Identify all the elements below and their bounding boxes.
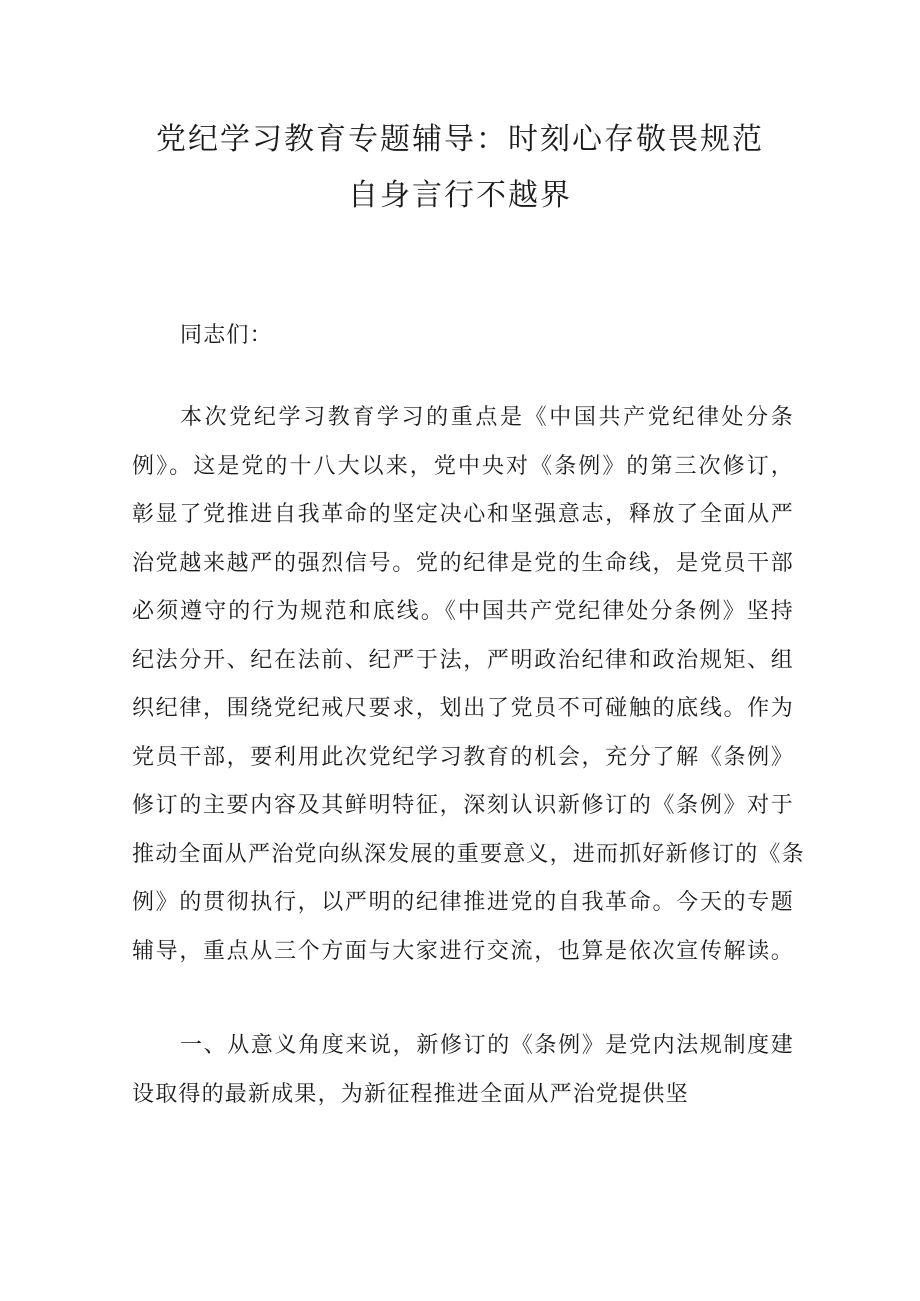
document-title [100,112,820,224]
paragraph-line: 修订的主要内容及其鲜明特征，深刻认识新修订的《条例》对于 [132,793,794,818]
paragraph-line: 辅导，重点从三个方面与大家进行交流，也算是依次宣传解读。 [132,938,794,964]
paragraph-line: 党员干部，要利用此次党纪学习教育的机会，充分了解《条例》 [132,744,794,770]
paragraph-2 [132,1022,794,1119]
paragraph-1 [132,394,805,976]
paragraph-line: 一、从意义角度来说，新修订的《条例》是党内法规制度建 [180,1033,794,1058]
paragraph-line: 例》。这是党的十八大以来，党中央对《条例》的第三次修订， [132,453,794,479]
paragraph-line: 推动全面从严治党向纵深发展的重要意义，进而抓好新修订的《条 [132,841,805,867]
paragraph-line: 例》的贯彻执行，以严明的纪律推进党的自我革命。今天的专题 [132,890,794,915]
paragraph-line: 必须遵守的行为规范和底线。《中国共产党纪律处分条例》坚持 [132,599,794,624]
paragraph-line: 设取得的最新成果，为新征程推进全面从严治党提供坚 [132,1081,689,1107]
title-line-1: 党纪学习教育专题辅导：时刻心存敬畏规范 [156,122,764,157]
paragraph-line: 治党越来越严的强烈信号。党的纪律是党的生命线，是党员干部 [132,550,794,576]
salutation-text: 同志们： [180,323,273,348]
paragraph-line: 织纪律，围绕党纪戒尺要求，划出了党员不可碰触的底线。作为 [132,696,794,721]
paragraph-line: 纪法分开、纪在法前、纪严于法，严明政治纪律和政治规矩、组 [132,647,794,673]
paragraph-line: 彰显了党推进自我革命的坚定决心和坚强意志，释放了全面从严 [132,502,794,527]
salutation [132,312,794,361]
title-line-2: 自身言行不越界 [348,178,572,213]
paragraph-line: 本次党纪学习教育学习的重点是《中国共产党纪律处分条 [180,405,794,430]
